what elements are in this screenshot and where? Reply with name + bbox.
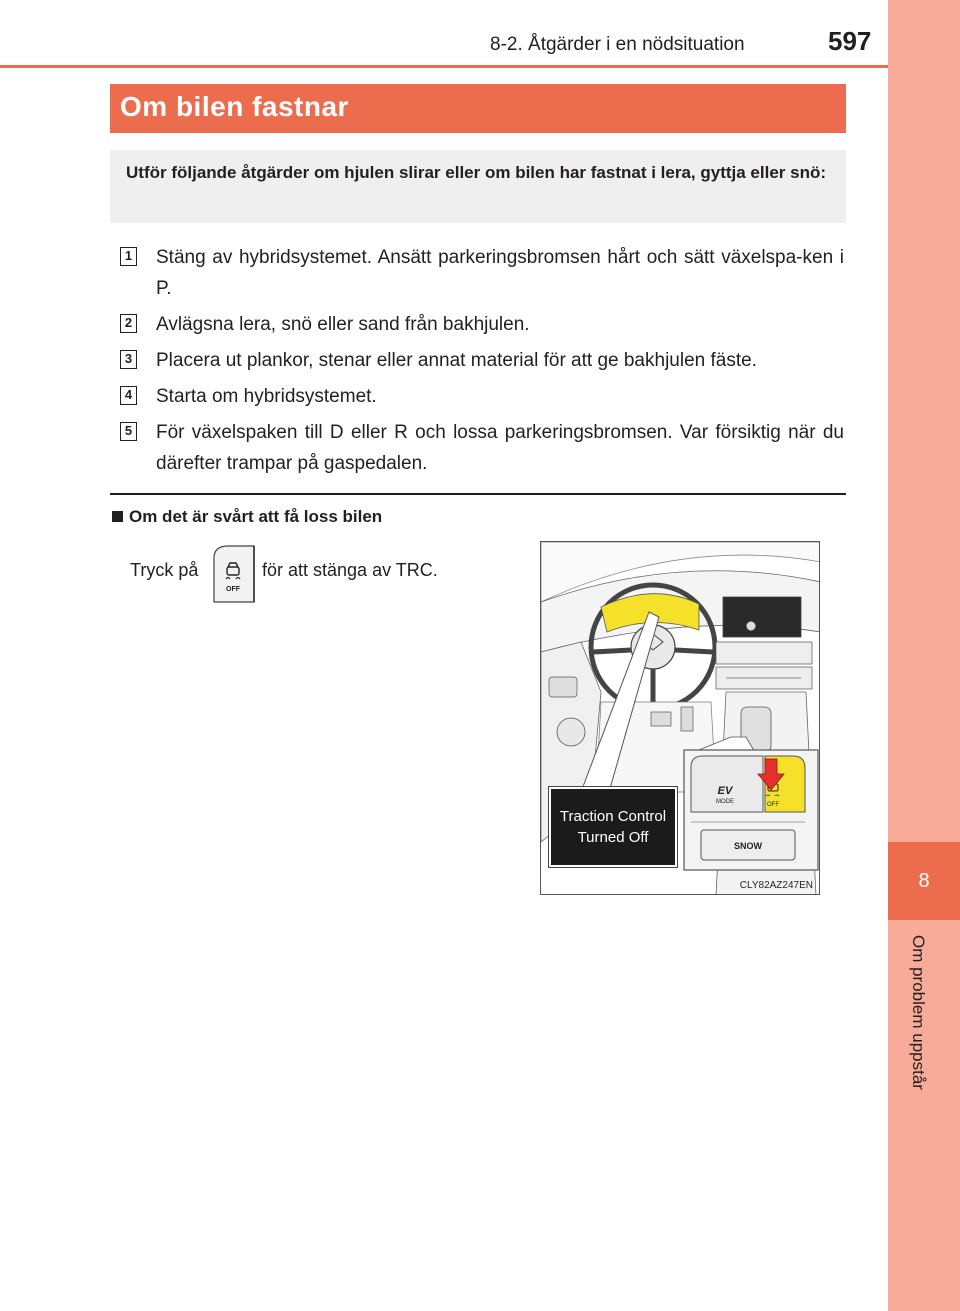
callout-text: Traction Control Turned Off [559, 808, 667, 846]
step-number: 5 [120, 422, 137, 441]
subsection-heading-text: Om det är svårt att få loss bilen [129, 507, 383, 526]
step-number: 1 [120, 247, 137, 266]
step-text: Stäng av hybridsystemet. Ansätt parkeringsbromsen hårt och sätt växelspa-ken i P. [156, 247, 844, 299]
trc-off-button-icon [206, 544, 256, 604]
step-text: Avlägsna lera, snö eller sand från bakhjulen. [156, 314, 530, 335]
step-number: 3 [120, 350, 137, 369]
step-number: 2 [120, 314, 137, 333]
section-title: 8-2. Åtgärder i en nödsituation [490, 34, 745, 55]
chapter-tab [888, 842, 960, 920]
trc-instruction [130, 560, 438, 581]
intro-text: Utför följande åtgärder om hjulen slirar eller om bilen har fastnat i lera, gyttja eller snö: [126, 163, 826, 182]
intro-box [110, 150, 846, 223]
header-rule [0, 65, 888, 68]
section-divider [110, 493, 846, 495]
trc-instruction-before: Tryck på [130, 560, 199, 580]
page-number: 597 [828, 26, 872, 56]
off-label: OFF [767, 802, 779, 808]
snow-label: SNOW [734, 841, 762, 851]
page-title: Om bilen fastnar [110, 84, 846, 133]
ev-label: EV [717, 785, 733, 797]
mode-label: MODE [716, 799, 734, 805]
square-bullet-icon [112, 511, 123, 522]
step-number: 4 [120, 386, 137, 405]
trc-button-label: OFF [226, 586, 240, 593]
chapter-number: 8 [918, 869, 930, 892]
step-text: För växelspaken till D eller R och lossa parkeringsbromsen. Var försiktig när du därefter trampar på gaspedalen. [156, 422, 844, 474]
chapter-title: Om problem uppstår [909, 935, 928, 1090]
subsection-heading [112, 507, 382, 527]
dashboard-figure [540, 541, 820, 895]
step-text: Placera ut plankor, stenar eller annat material för att ge bakhjulen fäste. [156, 350, 757, 371]
trc-instruction-after: för att stänga av TRC. [262, 560, 438, 580]
step-text: Starta om hybridsystemet. [156, 386, 377, 407]
callout-traction-control [549, 787, 677, 867]
figure-code: CLY82AZ247EN [739, 880, 813, 891]
